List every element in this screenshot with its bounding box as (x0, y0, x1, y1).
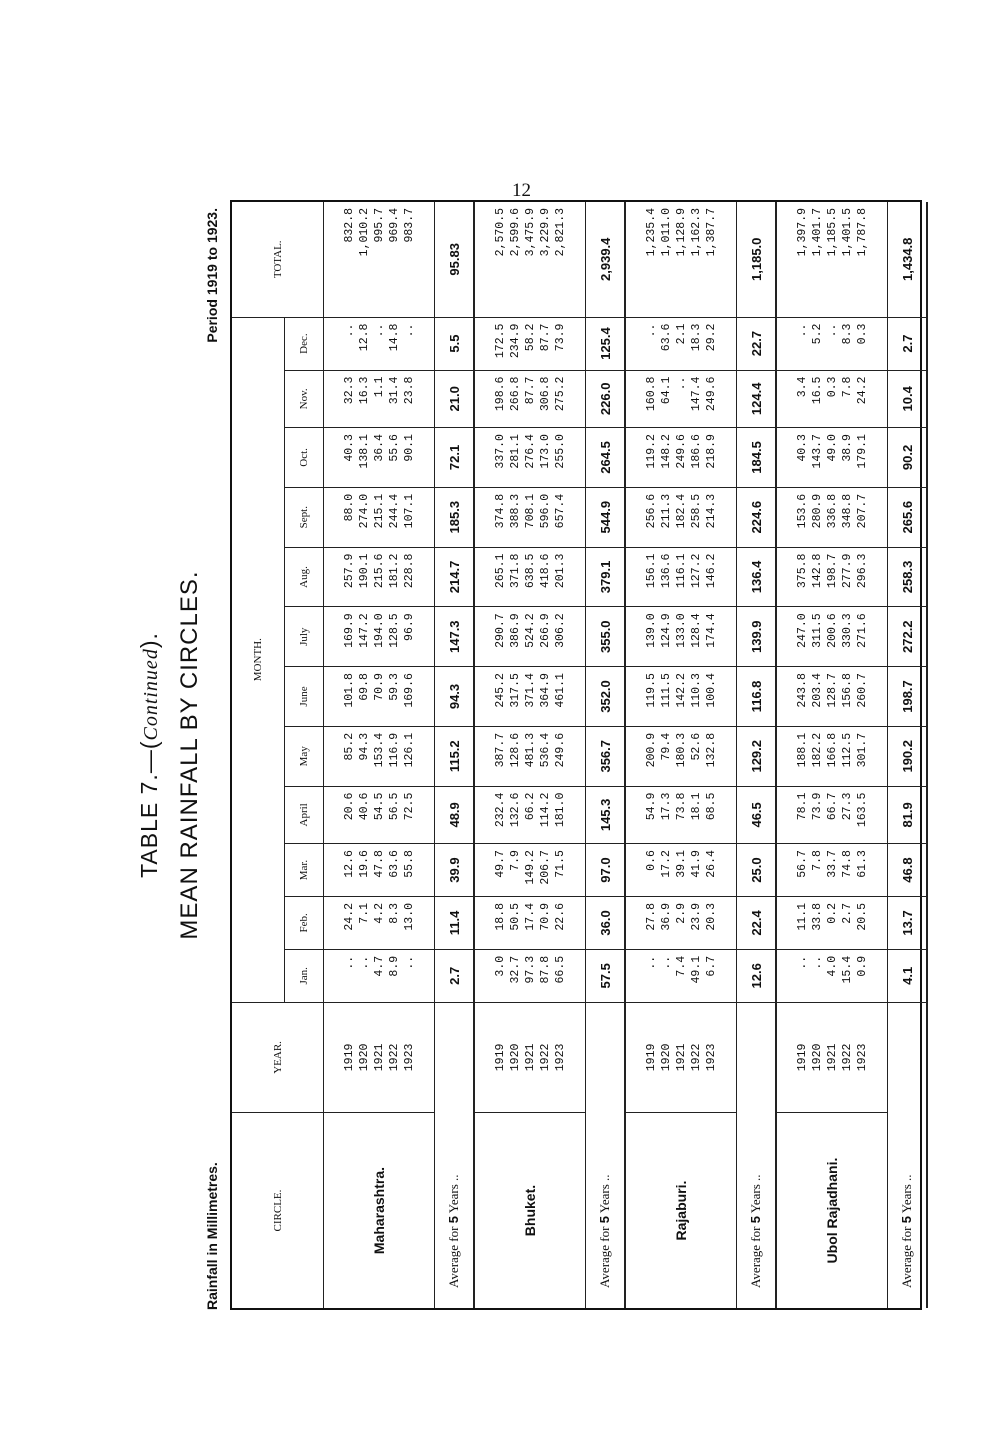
month-value-cell: 88.0 274.0 215.1 244.4 107.1 (324, 487, 435, 547)
total-cell: 2,570.5 2,599.6 3,475.9 3,229.9 2,821.3 (474, 202, 586, 317)
average-month-cell: 264.5 (586, 428, 626, 488)
rainfall-table-frame (230, 200, 922, 1310)
average-month-cell: 139.9 (737, 607, 777, 667)
average-row (888, 202, 928, 1308)
average-month-cell: 57.5 (586, 949, 626, 1002)
month-value-cell: 290.7 386.9 524.2 266.9 306.2 (474, 607, 586, 667)
year-cell: 1919 1920 1921 1922 1923 (625, 1002, 737, 1112)
month-value-cell: 247.0 311.5 200.6 330.3 271.6 (776, 607, 888, 667)
header-month-7: Aug. (285, 547, 324, 607)
header-total: TOTAL. (232, 202, 324, 317)
header-month: MONTH. (232, 317, 285, 1002)
month-value-cell: 119.5 111.5 142.2 110.3 100.4 (625, 667, 737, 727)
average-row (737, 202, 777, 1308)
month-value-cell: 198.6 266.8 87.7 306.8 275.2 (474, 370, 586, 427)
month-value-cell: 3.0 32.7 97.3 87.8 66.5 (474, 949, 586, 1002)
average-month-cell: 265.6 (888, 487, 928, 547)
average-month-cell: 224.6 (737, 487, 777, 547)
average-month-cell: 39.9 (435, 844, 475, 897)
average-month-cell: 36.0 (586, 896, 626, 949)
month-value-cell: 139.0 124.9 133.0 128.4 174.4 (625, 607, 737, 667)
circle-row (474, 202, 586, 1308)
average-label: Average for 5 Years .. (435, 1002, 475, 1308)
month-value-cell: .. 5.2 .. 8.3 0.3 (776, 317, 888, 370)
average-label: Average for 5 Years .. (888, 1002, 928, 1308)
average-month-cell: 125.4 (586, 317, 626, 370)
average-month-cell: 22.4 (737, 896, 777, 949)
circle-row (324, 202, 435, 1308)
average-month-cell: 48.9 (435, 786, 475, 843)
average-month-cell: 356.7 (586, 726, 626, 786)
header-month-5: June (285, 667, 324, 727)
month-value-cell: 256.6 211.3 182.4 258.5 214.3 (625, 487, 737, 547)
average-month-cell: 272.2 (888, 607, 928, 667)
average-month-cell: 22.7 (737, 317, 777, 370)
average-total-cell: 95.83 (435, 202, 475, 317)
average-month-cell: 81.9 (888, 786, 928, 843)
month-value-cell: 20.6 40.6 54.5 56.5 72.5 (324, 786, 435, 843)
average-row (586, 202, 626, 1308)
header-month-0: Jan. (285, 949, 324, 1002)
header-month-1: Feb. (285, 896, 324, 949)
circle-name: Ubol Rajadhani. (824, 1157, 840, 1264)
month-value-cell: 169.9 147.2 194.0 128.5 96.9 (324, 607, 435, 667)
month-value-cell: 172.5 234.9 58.2 87.7 73.9 (474, 317, 586, 370)
month-value-cell: 24.2 7.1 4.2 8.3 13.0 (324, 896, 435, 949)
year-cell: 1919 1920 1921 1922 1923 (324, 1002, 435, 1112)
title-block (128, 200, 238, 1310)
average-month-cell: 226.0 (586, 370, 626, 427)
average-month-cell: 352.0 (586, 667, 626, 727)
average-month-cell: 147.3 (435, 607, 475, 667)
average-month-cell: 136.4 (737, 547, 777, 607)
month-value-cell: 245.2 317.5 371.4 364.9 461.1 (474, 667, 586, 727)
month-value-cell: .. .. 7.4 49.1 6.7 (625, 949, 737, 1002)
month-value-cell: 40.3 143.7 49.0 38.9 179.1 (776, 428, 888, 488)
average-month-cell: 5.5 (435, 317, 475, 370)
month-value-cell: 374.8 388.3 708.1 596.0 657.4 (474, 487, 586, 547)
average-month-cell: 214.7 (435, 547, 475, 607)
average-month-cell: 46.5 (737, 786, 777, 843)
average-month-cell: 46.8 (888, 844, 928, 897)
header-month-10: Nov. (285, 370, 324, 427)
average-month-cell: 94.3 (435, 667, 475, 727)
month-value-cell: 78.1 73.9 66.7 27.3 163.5 (776, 786, 888, 843)
month-value-cell: 85.2 94.3 153.4 116.9 126.1 (324, 726, 435, 786)
average-month-cell: 198.7 (888, 667, 928, 727)
average-month-cell: 185.3 (435, 487, 475, 547)
header-month-6: July (285, 607, 324, 667)
circle-name: Maharashtra. (371, 1166, 387, 1255)
header-month-2: Mar. (285, 844, 324, 897)
average-month-cell: 355.0 (586, 607, 626, 667)
header-month-4: May (285, 726, 324, 786)
average-month-cell: 129.2 (737, 726, 777, 786)
average-month-cell: 12.6 (737, 949, 777, 1002)
average-label: Average for 5 Years .. (586, 1002, 626, 1308)
month-value-cell: 265.1 371.8 638.5 418.6 201.3 (474, 547, 586, 607)
average-month-cell: 379.1 (586, 547, 626, 607)
month-value-cell: 387.7 128.6 481.3 536.4 249.6 (474, 726, 586, 786)
month-value-cell: .. 63.6 2.1 18.3 29.2 (625, 317, 737, 370)
average-month-cell: 90.2 (888, 428, 928, 488)
month-value-cell: 49.7 7.9 149.2 206.7 71.5 (474, 844, 586, 897)
month-value-cell: .. .. 4.7 8.9 .. (324, 949, 435, 1002)
total-cell: 1,235.4 1,011.0 1,128.9 1,162.3 1,387.7 (625, 202, 737, 317)
month-value-cell: 3.4 16.5 0.3 7.8 24.2 (776, 370, 888, 427)
circle-name: Bhuket. (522, 1184, 538, 1237)
month-value-cell: 160.8 64.1 .. 147.4 249.6 (625, 370, 737, 427)
average-month-cell: 115.2 (435, 726, 475, 786)
month-value-cell: .. 12.8 .. 14.8 .. (324, 317, 435, 370)
average-month-cell: 124.4 (737, 370, 777, 427)
month-value-cell: 0.6 17.2 39.1 41.9 26.4 (625, 844, 737, 897)
header-circle: CIRCLE. (232, 1113, 324, 1308)
average-total-cell: 1,434.8 (888, 202, 928, 317)
month-value-cell: 243.8 203.4 128.7 156.8 260.7 (776, 667, 888, 727)
header-year: YEAR. (232, 1002, 324, 1112)
average-total-cell: 2,939.4 (586, 202, 626, 317)
month-value-cell: 54.9 17.3 73.8 18.1 68.5 (625, 786, 737, 843)
month-value-cell: 11.1 33.8 0.2 2.7 20.5 (776, 896, 888, 949)
average-month-cell: 2.7 (435, 949, 475, 1002)
header-month-8: Sept. (285, 487, 324, 547)
unit-note: Rainfall in Millimetres. (204, 1162, 220, 1310)
month-value-cell: 153.6 280.9 336.8 348.8 207.7 (776, 487, 888, 547)
month-value-cell: 119.2 148.2 249.6 186.6 218.9 (625, 428, 737, 488)
rainfall-table (232, 202, 928, 1308)
average-month-cell: 184.5 (737, 428, 777, 488)
month-value-cell: 40.3 138.1 36.4 55.6 90.1 (324, 428, 435, 488)
average-month-cell: 25.0 (737, 844, 777, 897)
circle-name: Rajaburi. (673, 1180, 689, 1241)
month-value-cell: 232.4 132.6 66.2 114.2 181.0 (474, 786, 586, 843)
table-subtitle: MEAN RAINFALL BY CIRCLES. (176, 570, 203, 940)
month-value-cell: 12.6 19.6 47.8 63.6 55.8 (324, 844, 435, 897)
month-value-cell: .. .. 4.0 15.4 0.9 (776, 949, 888, 1002)
month-value-cell: 188.1 182.2 166.8 112.5 301.7 (776, 726, 888, 786)
circle-row (625, 202, 737, 1308)
average-month-cell: 4.1 (888, 949, 928, 1002)
month-value-cell: 257.9 190.1 215.6 181.2 228.8 (324, 547, 435, 607)
average-month-cell: 145.3 (586, 786, 626, 843)
month-value-cell: 32.3 16.3 1.1 31.4 23.8 (324, 370, 435, 427)
circle-row (776, 202, 888, 1308)
rotated-table-page (128, 200, 928, 1310)
header-month-3: April (285, 786, 324, 843)
average-month-cell: 13.7 (888, 896, 928, 949)
average-month-cell: 116.8 (737, 667, 777, 727)
header-month-9: Oct. (285, 428, 324, 488)
month-value-cell: 18.8 50.5 17.4 70.9 22.6 (474, 896, 586, 949)
total-cell: 832.8 1,010.2 995.7 969.4 983.7 (324, 202, 435, 317)
average-total-cell: 1,185.0 (737, 202, 777, 317)
month-value-cell: 56.7 7.8 33.7 74.8 61.3 (776, 844, 888, 897)
average-month-cell: 11.4 (435, 896, 475, 949)
average-month-cell: 190.2 (888, 726, 928, 786)
month-value-cell: 27.8 36.9 2.9 23.9 20.3 (625, 896, 737, 949)
period-note: Period 1919 to 1923. (204, 208, 220, 343)
page-number: 12 (512, 180, 531, 201)
month-value-cell: 200.9 79.4 180.3 52.6 132.8 (625, 726, 737, 786)
total-cell: 1,397.9 1,401.7 1,185.5 1,401.5 1,787.8 (776, 202, 888, 317)
average-month-cell: 21.0 (435, 370, 475, 427)
average-month-cell: 97.0 (586, 844, 626, 897)
header-month-11: Dec. (285, 317, 324, 370)
average-month-cell: 10.4 (888, 370, 928, 427)
month-value-cell: 101.8 69.8 70.9 59.3 169.6 (324, 667, 435, 727)
average-label: Average for 5 Years .. (737, 1002, 777, 1308)
year-cell: 1919 1920 1921 1922 1923 (776, 1002, 888, 1112)
month-value-cell: 375.8 142.8 198.7 277.9 296.3 (776, 547, 888, 607)
month-value-cell: 156.1 136.6 116.1 127.2 146.2 (625, 547, 737, 607)
average-month-cell: 72.1 (435, 428, 475, 488)
average-month-cell: 258.3 (888, 547, 928, 607)
table-title: TABLE 7.—(Continued). (136, 632, 162, 878)
year-cell: 1919 1920 1921 1922 1923 (474, 1002, 586, 1112)
average-month-cell: 544.9 (586, 487, 626, 547)
average-row (435, 202, 475, 1308)
average-month-cell: 2.7 (888, 317, 928, 370)
month-value-cell: 337.0 281.1 276.4 173.0 255.0 (474, 428, 586, 488)
